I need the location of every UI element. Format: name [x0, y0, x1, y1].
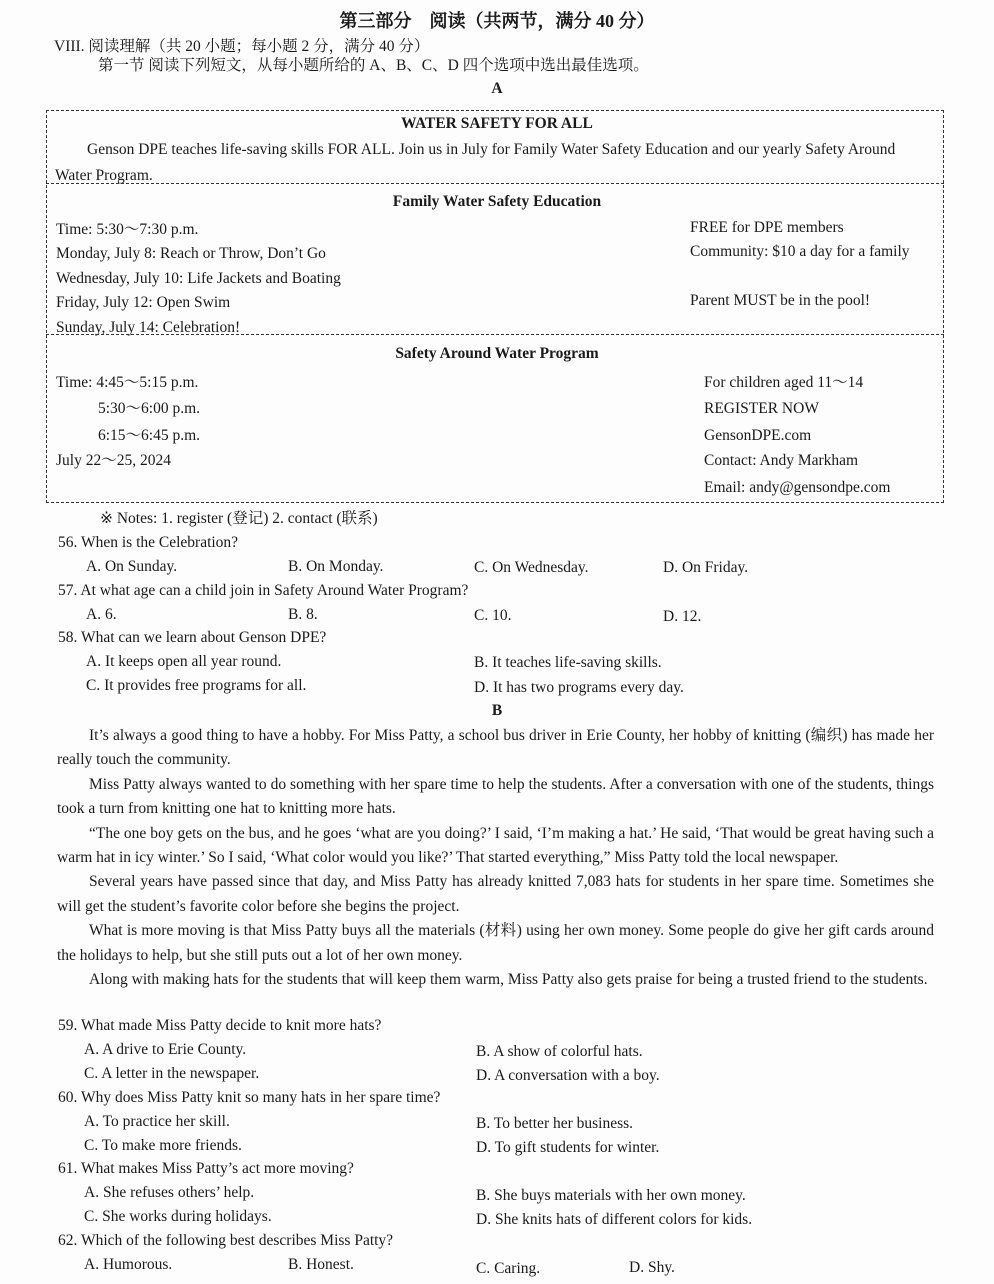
option: D. 12.	[663, 608, 702, 625]
option: A. She refuses others’ help.	[84, 1184, 255, 1201]
safety-time: Time: 4:45～5:15 p.m.	[56, 374, 199, 391]
option: B. She buys materials with her own money.	[476, 1187, 746, 1204]
safety-info: For children aged 11～14	[704, 374, 864, 391]
family-day: Monday, July 8: Reach or Throw, Don’t Go	[56, 245, 326, 262]
option: B. To better her business.	[476, 1115, 634, 1132]
notes: ※ Notes: 1. register (登记) 2. contact (联系)	[100, 510, 378, 527]
option: D. Shy.	[629, 1259, 675, 1276]
section-heading: VIII. 阅读理解（共 20 小题；每小题 2 分，满分 40 分）	[54, 38, 430, 55]
fee-community: Community: $10 a day for a family	[690, 243, 910, 260]
question: 56. When is the Celebration?	[58, 534, 239, 551]
family-day: Sunday, July 14: Celebration!	[56, 319, 241, 336]
option: C. Caring.	[476, 1260, 541, 1277]
option: C. On Wednesday.	[474, 559, 589, 576]
divider	[46, 183, 944, 184]
option: A. To practice her skill.	[84, 1113, 230, 1130]
section-instruction: 第一节 阅读下列短文，从每小题所给的 A、B、C、D 四个选项中选出最佳选项。	[98, 57, 649, 74]
question: 58. What can we learn about Genson DPE?	[58, 629, 327, 646]
option: C. 10.	[474, 607, 512, 624]
option: A. On Sunday.	[86, 558, 178, 575]
safety-time: 6:15～6:45 p.m.	[98, 427, 201, 444]
safety-dates: July 22～25, 2024	[56, 452, 171, 469]
safety-time: 5:30～6:00 p.m.	[98, 400, 201, 417]
option: C. A letter in the newspaper.	[84, 1065, 260, 1082]
question: 59. What made Miss Patty decide to knit more hats?	[58, 1017, 382, 1034]
question: 61. What makes Miss Patty’s act more moving?	[58, 1160, 354, 1177]
safety-info: Contact: Andy Markham	[704, 452, 859, 469]
option: A. 6.	[86, 606, 117, 623]
option: D. To gift students for winter.	[476, 1139, 660, 1156]
divider	[46, 334, 944, 335]
family-title: Family Water Safety Education	[392, 193, 602, 210]
family-day: Friday, July 12: Open Swim	[56, 294, 231, 311]
paragraph: Along with making hats for the students that will keep them warm, Miss Patty also gets praise for being a trusted friend to the students.	[89, 971, 928, 989]
option: D. A conversation with a boy.	[476, 1067, 660, 1084]
paragraph: What is more moving is that Miss Patty buys all the materials (材料) using her own money. Some people do give her gift cards around the holidays to help, but she still puts out a lot of her own money.	[57, 922, 934, 964]
notice-intro-cont: Water Program.	[55, 167, 153, 184]
paragraph: It’s always a good thing to have a hobby. For Miss Patty, a school bus driver in Erie County, her hobby of knitting (编织) has made her really touch the community.	[57, 727, 934, 769]
option: D. She knits hats of different colors for kids.	[476, 1211, 753, 1228]
safety-info: REGISTER NOW	[704, 400, 819, 417]
fee-members: FREE for DPE members	[690, 219, 844, 236]
family-time: Time: 5:30～7:30 p.m.	[56, 221, 199, 238]
notice-intro: Genson DPE teaches life-saving skills FOR ALL. Join us in July for Family Water Safety Education and our yearly Safety Around	[87, 141, 896, 158]
question: 60. Why does Miss Patty knit so many hats in her spare time?	[58, 1089, 441, 1106]
safety-title: Safety Around Water Program	[395, 345, 599, 362]
option: D. It has two programs every day.	[474, 679, 684, 696]
option: B. It teaches life-saving skills.	[474, 654, 662, 671]
option: B. 8.	[288, 606, 318, 623]
option: B. A show of colorful hats.	[476, 1043, 643, 1060]
family-day: Wednesday, July 10: Life Jackets and Boating	[56, 270, 341, 287]
option: A. It keeps open all year round.	[86, 653, 282, 670]
question: 62. Which of the following best describes Miss Patty?	[58, 1232, 394, 1249]
safety-info: Email: andy@gensondpe.com	[704, 479, 891, 496]
safety-info: GensonDPE.com	[704, 427, 812, 444]
passage-a-label: A	[491, 80, 503, 97]
option: D. On Friday.	[663, 559, 749, 576]
part-title: 第三部分 阅读（共两节，满分 40 分）	[339, 11, 655, 31]
option: A. Humorous.	[84, 1256, 173, 1273]
option: A. A drive to Erie County.	[84, 1041, 247, 1058]
question: 57. At what age can a child join in Safety Around Water Program?	[58, 582, 469, 599]
option: C. To make more friends.	[84, 1137, 242, 1154]
paragraph: Miss Patty always wanted to do something with her spare time to help the students. After a conversation with one of the students, things took a turn from knitting one hat to knitting more hats.	[57, 775, 934, 818]
option: B. On Monday.	[288, 558, 384, 575]
passage-b	[57, 724, 934, 992]
paragraph: “The one boy gets on the bus, and he goes ‘what are you doing?’ I said, ‘I’m making a hat.’ He said, ‘That would be great having such a warm hat in icy winter.’ So I said, ‘What color would you like?’ That started everything,” Miss Patty told the local newspaper.	[57, 824, 934, 867]
notice-title: WATER SAFETY FOR ALL	[401, 115, 593, 132]
passage-b-label: B	[491, 702, 503, 719]
paragraph: Several years have passed since that day, and Miss Patty has already knitted 7,083 hats for students in her spare time. Sometimes she will get the student’s favorite color before she begins the project.	[57, 873, 934, 915]
option: B. Honest.	[288, 1256, 354, 1273]
parent-rule: Parent MUST be in the pool!	[690, 292, 871, 309]
option: C. She works during holidays.	[84, 1208, 272, 1225]
option: C. It provides free programs for all.	[86, 677, 307, 694]
